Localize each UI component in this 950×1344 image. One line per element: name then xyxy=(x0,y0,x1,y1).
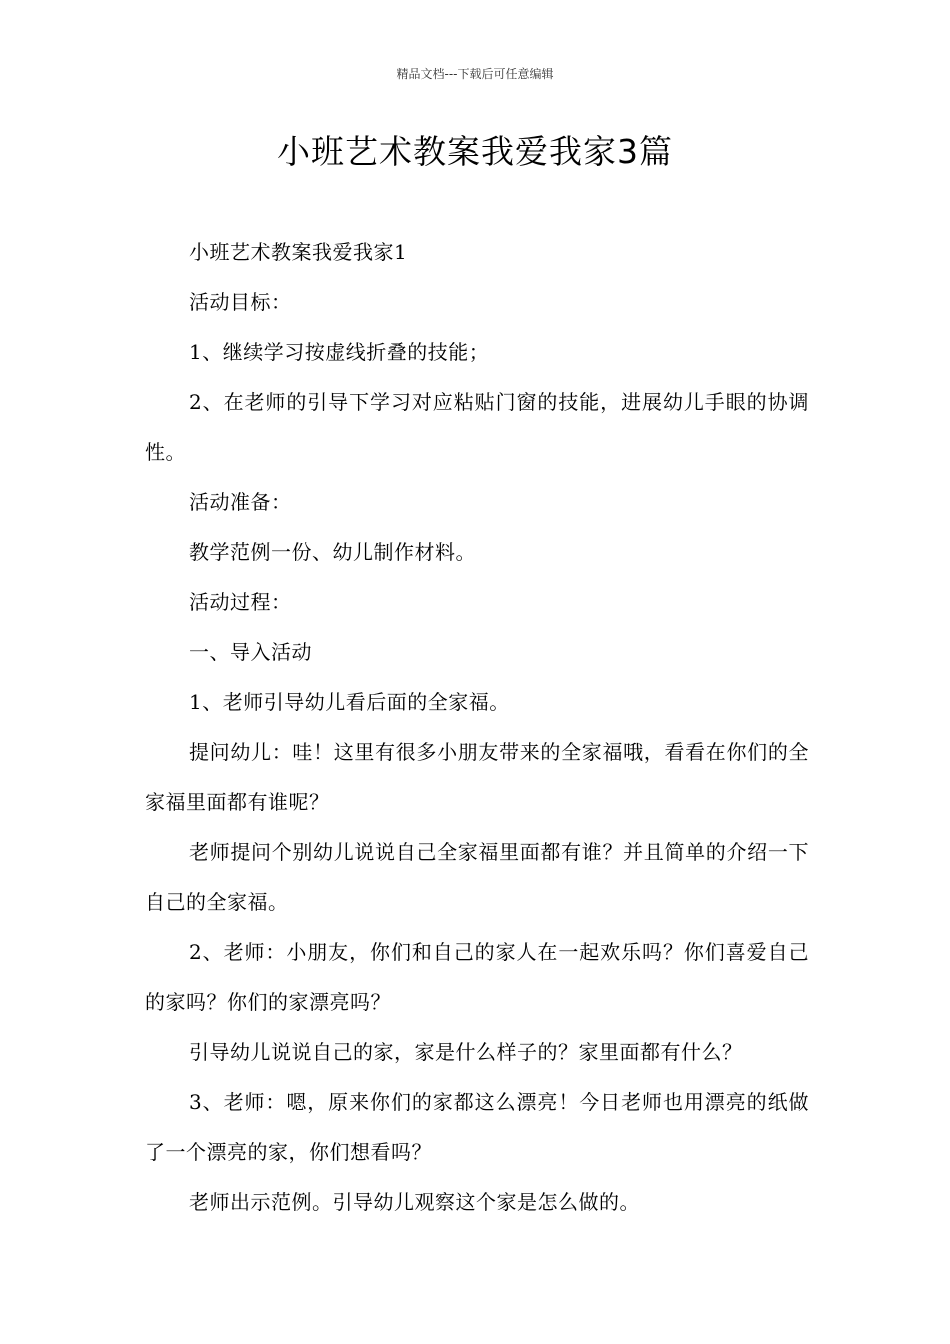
paragraph: 活动过程： xyxy=(189,590,292,614)
paragraph: 1、继续学习按虚线折叠的技能； xyxy=(189,340,490,364)
paragraph: 活动准备： xyxy=(189,490,292,514)
paragraph: 2、老师：小朋友，你们和自己的家人在一起欢乐吗？你们喜爱自己的家吗？你们的家漂亮吗？ xyxy=(145,940,809,1014)
header-note: 精品文档---下载后可任意编辑 xyxy=(396,67,554,81)
paragraph: 教学范例一份、幼儿制作材料。 xyxy=(189,540,476,564)
paragraph: 一、导入活动 xyxy=(189,640,312,664)
document-body xyxy=(145,227,809,1227)
paragraph: 老师出示范例。引导幼儿观察这个家是怎么做的。 xyxy=(189,1190,640,1214)
document-title: 小班艺术教案我爱我家3篇 xyxy=(277,132,673,171)
paragraph: 活动目标： xyxy=(189,290,292,314)
paragraph: 提问幼儿：哇！这里有很多小朋友带来的全家福哦，看看在你们的全家福里面都有谁呢？ xyxy=(145,740,809,814)
paragraph: 3、老师：嗯，原来你们的家都这么漂亮！今日老师也用漂亮的纸做了一个漂亮的家，你们想看吗？ xyxy=(145,1090,809,1164)
section-heading: 小班艺术教案我爱我家1 xyxy=(189,240,408,264)
paragraph: 引导幼儿说说自己的家，家是什么样子的？家里面都有什么？ xyxy=(189,1040,743,1064)
paragraph: 老师提问个别幼儿说说自己全家福里面都有谁？并且简单的介绍一下自己的全家福。 xyxy=(145,840,809,914)
paragraph: 1、老师引导幼儿看后面的全家福。 xyxy=(189,690,510,714)
paragraph: 2、在老师的引导下学习对应粘贴门窗的技能，进展幼儿手眼的协调性。 xyxy=(145,390,809,464)
